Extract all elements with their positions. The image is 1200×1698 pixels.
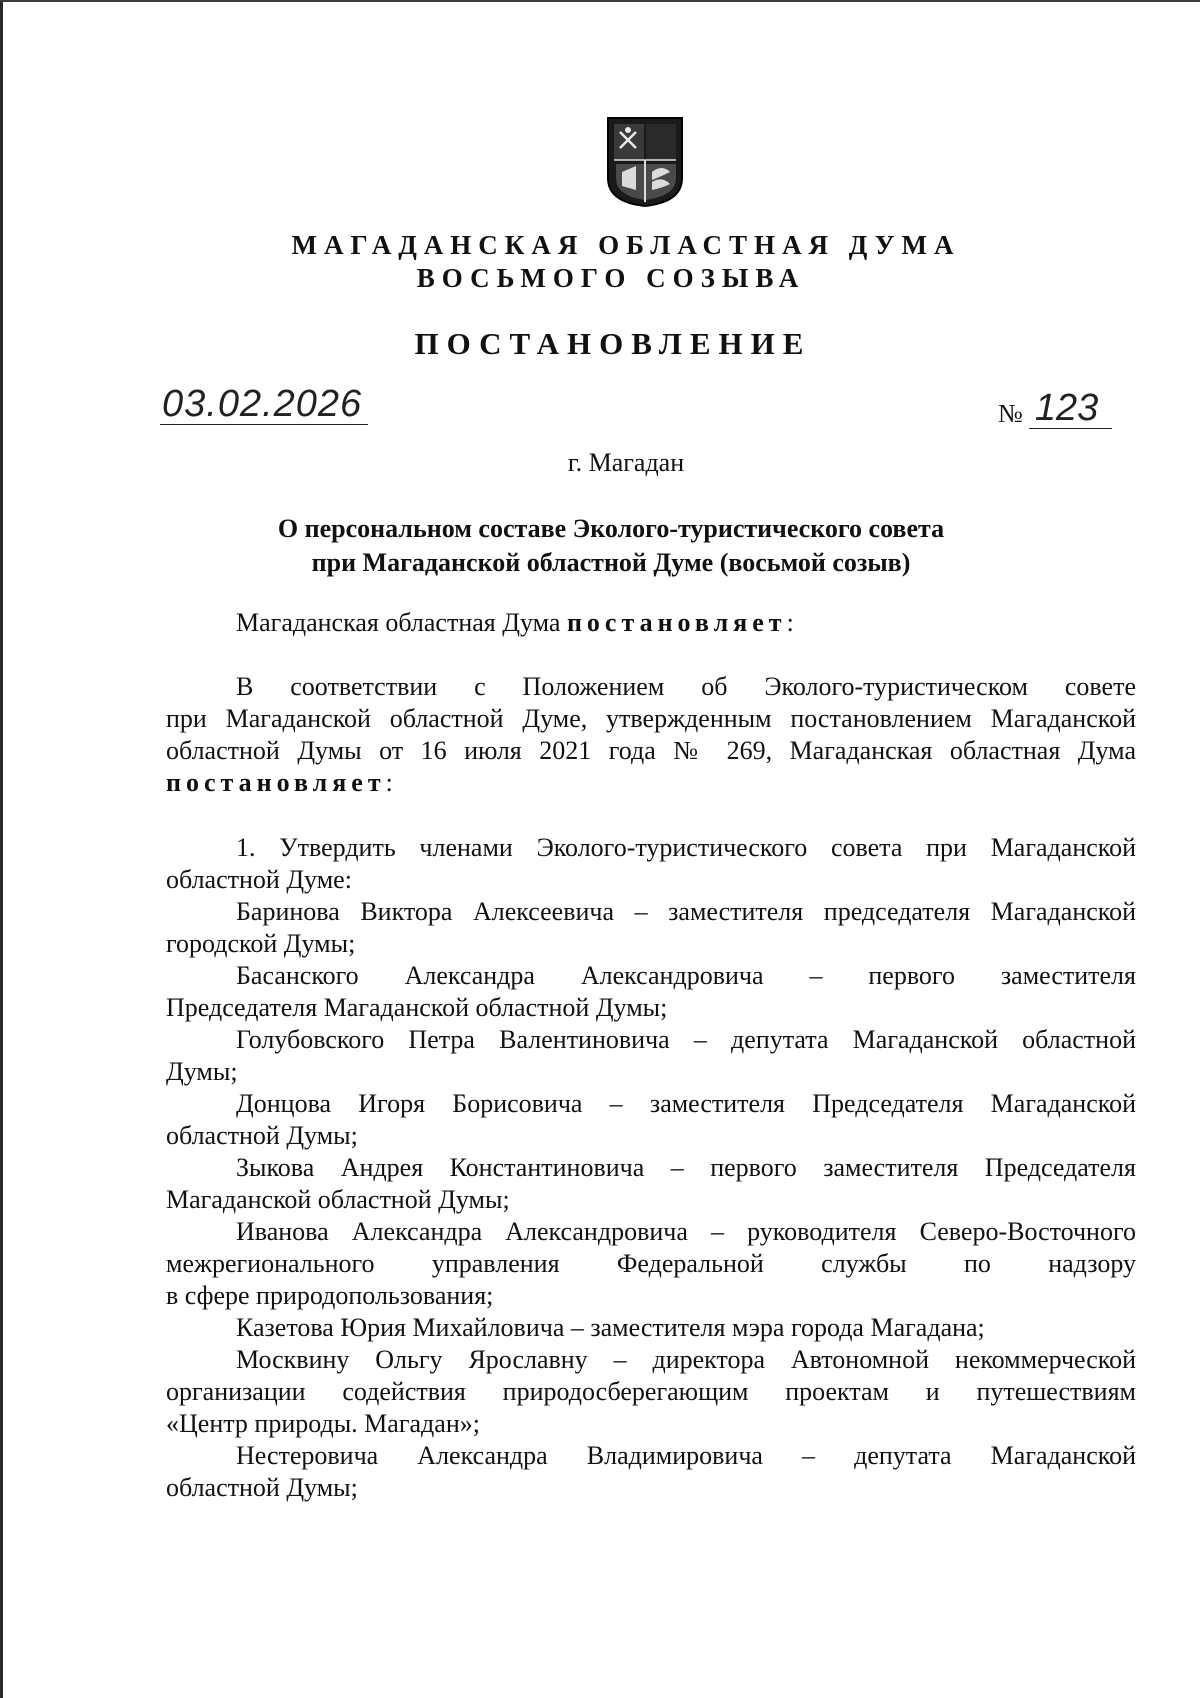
magadan-coat-of-arms-icon [606,116,684,208]
list-item: областной Думе: [166,865,352,894]
organization-name: МАГАДАНСКАЯ ОБЛАСТНАЯ ДУМА [291,230,961,260]
document-type: ПОСТАНОВЛЕНИЕ [414,326,812,361]
member-entry: Думы; [166,1057,238,1086]
city-label: г. Магадан [567,448,685,477]
intro-colon: : [385,768,393,797]
member-entry: Басанского Александра Александровича – первого заместителя [236,961,1136,990]
member-entry: городской Думы; [166,929,356,958]
list-item: 1. Утвердить членами Эколого-туристического совета при Магаданской [236,833,1136,862]
title-line-1: О персональном составе Эколого-туристического совета [277,514,945,543]
convocation-label: ВОСЬМОГО СОЗЫВА [416,263,806,293]
member-entry: Казетова Юрия Михайловича – заместителя мэра города Магадана; [236,1313,985,1342]
preamble-text: Магаданская областная Дума [236,608,561,637]
intro-line [166,767,1136,799]
member-entry: областной Думы; [166,1121,358,1150]
member-entry: Магаданской областной Думы; [166,1185,510,1214]
members-list [166,832,1136,1504]
member-entry: Зыкова Андрея Константиновича – первого заместителя Председателя [236,1153,1136,1182]
intro-paragraph [166,671,1136,799]
intro-line: областной Думы от 16 июля 2021 года № 269, Магаданская областная Дума [166,736,1136,765]
member-entry: организации содействия природосберегающим проектам и путешествиям [166,1377,1136,1406]
number-sign: № [998,399,1023,428]
handwritten-date: 03.02.2026 [160,384,368,425]
handwritten-number: 123 [1029,388,1112,429]
member-entry: «Центр природы. Магадан»; [166,1409,480,1438]
title-line-2: при Магаданской областной Думе (восьмой созыв) [311,548,911,577]
document-title [0,512,1200,580]
intro-line: В соответствии с Положением об Эколого-туристическом совете [236,672,1136,701]
member-entry: межрегионального управления Федеральной службы по надзору [166,1249,1136,1278]
member-entry: Москвину Ольгу Ярославну – директора Автономной некоммерческой [236,1345,1136,1374]
preamble-colon: : [786,608,794,637]
intro-line: при Магаданской областной Думе, утвержденным постановлением Магаданской [166,704,1136,733]
member-entry: Нестеровича Александра Владимировича – депутата Магаданской [236,1441,1136,1470]
preamble-resolves: постановляет [566,608,787,637]
member-entry: областной Думы; [166,1473,358,1502]
member-entry: Донцова Игоря Борисовича – заместителя Председателя Магаданской [236,1089,1136,1118]
member-entry: Иванова Александра Александровича – руководителя Северо-Восточного [236,1217,1136,1246]
member-entry: Голубовского Петра Валентиновича – депутата Магаданской областной [236,1025,1136,1054]
member-entry: Баринова Виктора Алексеевича – заместителя председателя Магаданской [236,897,1136,926]
preamble [236,608,794,638]
scan-top-edge [0,0,1200,2]
document-number [998,388,1112,432]
member-entry: в сфере природопользования; [166,1281,494,1310]
intro-resolves: постановляет [166,768,386,797]
member-entry: Председателя Магаданской областной Думы; [166,993,668,1022]
